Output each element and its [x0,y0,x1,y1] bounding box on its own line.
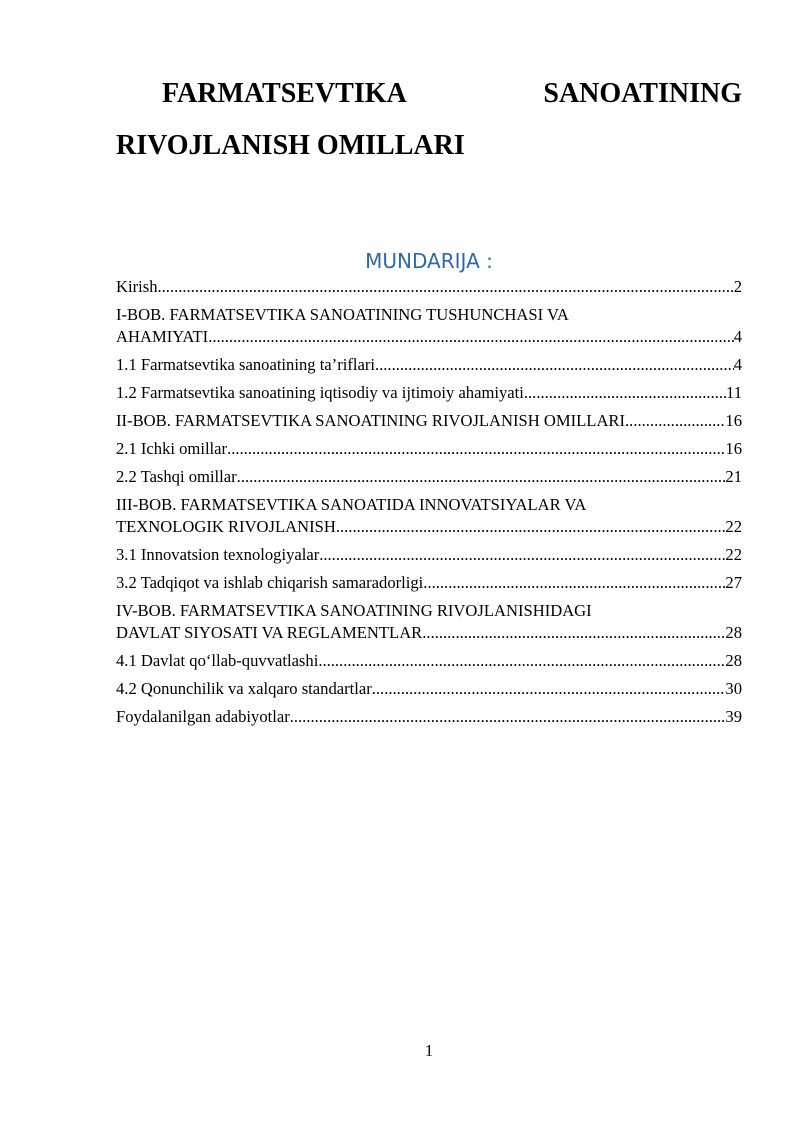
toc-entry[interactable] [116,706,742,728]
toc-dot-leader [375,354,734,376]
toc-entry-page: 4 [733,327,742,346]
toc-entry-label: Kirish [116,277,158,296]
toc-entry-label: DAVLAT SIYOSATI VA REGLAMENTLAR [116,623,423,642]
toc-entry[interactable] [116,354,742,376]
toc-entry-label: 4.1 Davlat qo‘llab-quvvatlashi [116,651,319,670]
toc-dot-leader [372,678,726,700]
toc-dot-leader [157,276,733,298]
toc-entry[interactable] [116,494,742,538]
document-title-line-2: RIVOJLANISH OMILLARI [116,130,465,161]
toc-heading: MUNDARIJA : [365,249,493,273]
toc-dot-leader [524,382,726,404]
toc-entry[interactable] [116,382,742,404]
toc-entry-label: TEXNOLOGIK RIVOJLANISH [116,517,336,536]
toc-entry[interactable] [116,544,742,566]
toc-dot-leader [227,438,725,460]
toc-dot-leader [423,572,725,594]
toc-entry[interactable] [116,410,742,432]
toc-entry[interactable] [116,600,742,644]
toc-entry-label: 4.2 Qonunchilik va xalqaro standartlar [116,679,372,698]
toc-entry-label: 1.2 Farmatsevtika sanoatining iqtisodiy va ijtimoiy ahamiyati [116,383,524,402]
toc-dot-leader [422,622,725,644]
toc-entry-label: Foydalanilgan adabiyotlar [116,707,290,726]
toc-entry-label: III-BOB. FARMATSEVTIKA SANOATIDA INNOVATSIYALAR VA [116,495,587,514]
toc-entry-page: 21 [725,467,742,486]
toc-entry-label: 2.1 Ichki omillar [116,439,228,458]
toc-entry-page: 2 [733,277,742,296]
toc-entry-page: 28 [725,651,742,670]
document-title-line-1 [116,76,742,112]
toc-entry-label: 1.1 Farmatsevtika sanoatining ta’riflari [116,355,375,374]
toc-entry-label: 3.2 Tadqiqot va ishlab chiqarish samaradorligi [116,573,424,592]
toc-entry[interactable] [116,572,742,594]
toc-entry[interactable] [116,304,742,348]
toc-entry-page: 11 [726,383,742,402]
toc-entry-page: 16 [725,411,742,430]
toc-entry[interactable] [116,276,742,298]
toc-entry-label: I-BOB. FARMATSEVTIKA SANOATINING TUSHUNCHASI VA [116,305,569,324]
toc-entry-page: 22 [725,517,742,536]
toc-entry[interactable] [116,438,742,460]
toc-entry-page: 22 [725,545,742,564]
toc-entry[interactable] [116,650,742,672]
toc-entry-label: AHAMIYATI [116,327,209,346]
toc-entry-page: 16 [725,439,742,458]
toc-dot-leader [208,326,734,348]
toc-dot-leader [336,516,726,538]
toc-entry[interactable] [116,678,742,700]
toc-dot-leader [319,544,725,566]
toc-entry-label: II-BOB. FARMATSEVTIKA SANOATINING RIVOJLANISH OMILLARI [116,411,626,430]
page-number: 1 [424,1041,434,1060]
toc-entry-page: 27 [725,573,742,592]
toc-dot-leader [625,410,725,432]
table-of-contents [116,276,742,728]
toc-entry-label: IV-BOB. FARMATSEVTIKA SANOATINING RIVOJLANISHIDAGI [116,601,592,620]
title-word-left: FARMATSEVTIKA [162,78,407,109]
title-word-right: SANOATINING [543,78,742,109]
toc-entry-page: 30 [725,679,742,698]
toc-entry-page: 39 [725,707,742,726]
toc-entry-page: 4 [733,355,742,374]
toc-entry-label: 2.2 Tashqi omillar [116,467,237,486]
toc-entry-label: 3.1 Innovatsion texnologiyalar [116,545,320,564]
toc-entry-page: 28 [725,623,742,642]
toc-dot-leader [237,466,726,488]
toc-entry[interactable] [116,466,742,488]
toc-dot-leader [290,706,726,728]
toc-dot-leader [318,650,725,672]
